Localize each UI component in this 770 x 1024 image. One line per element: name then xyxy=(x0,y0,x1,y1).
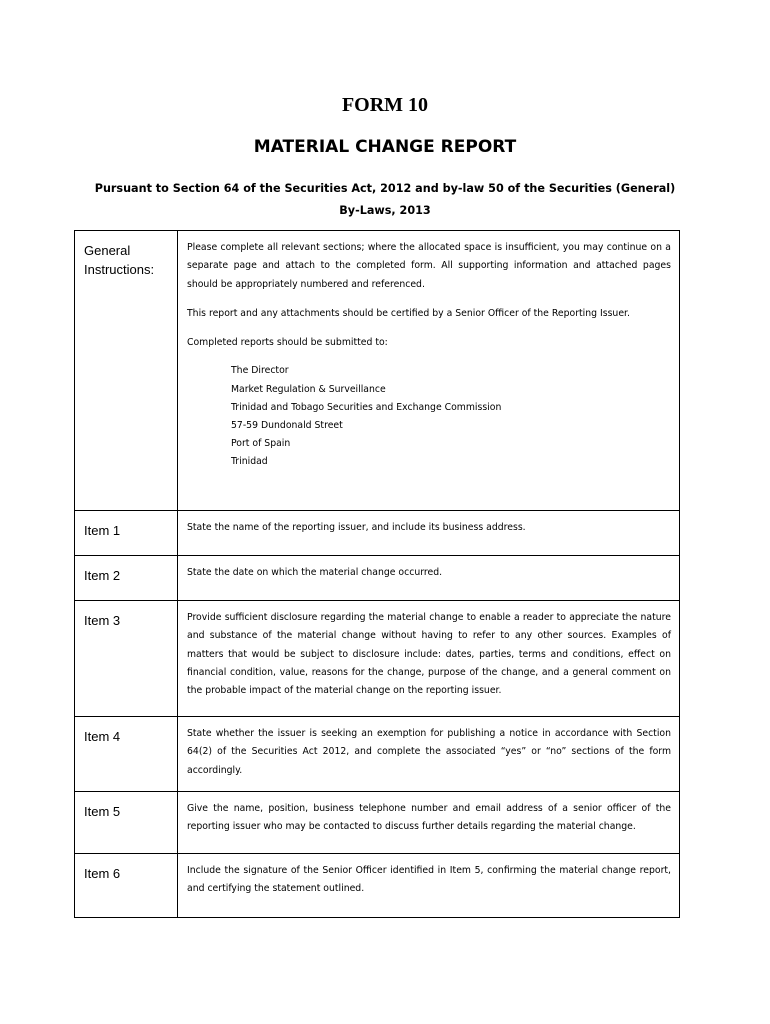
item-text: State the date on which the material change occurred. xyxy=(187,567,443,578)
item-label-cell xyxy=(75,717,178,792)
item-label: Item 2 xyxy=(84,568,121,583)
item-text-cell xyxy=(178,556,680,601)
general-paragraph-1: Please complete all relevant sections; where the allocated space is insufficient, you may continue on a separate page and attach to the completed form. All supporting information and attached pages should be appropriately numbered and referenced. xyxy=(187,242,671,290)
item-label-cell xyxy=(75,854,178,918)
item-label: Item 1 xyxy=(84,523,121,538)
report-title: MATERIAL CHANGE REPORT xyxy=(253,137,517,157)
general-paragraph-2: This report and any attachments should be certified by a Senior Officer of the Reporting Issuer. xyxy=(187,307,630,319)
item-label-cell xyxy=(75,511,178,556)
item-label: Item 4 xyxy=(84,729,121,744)
subtitle-line-2: By-Laws, 2013 xyxy=(339,204,431,217)
item-label-cell xyxy=(75,792,178,854)
address-line: 57-59 Dundonald Street xyxy=(231,419,343,431)
report-subtitle xyxy=(80,178,690,222)
item-row-3 xyxy=(75,601,680,717)
item-text: Give the name, position, business telephone number and email address of a senior officer of the reporting issuer who may be contacted to discuss further details regarding the material change. xyxy=(187,803,671,833)
item-row-6 xyxy=(75,854,680,918)
address-line: Market Regulation & Surveillance xyxy=(231,383,386,395)
address-line: Port of Spain xyxy=(231,437,291,449)
general-instructions-label xyxy=(75,231,177,279)
item-label-cell xyxy=(75,556,178,601)
item-text-cell xyxy=(178,854,680,918)
general-instructions-text-cell xyxy=(178,231,680,511)
item-row-4 xyxy=(75,717,680,792)
general-instructions-label-cell xyxy=(75,231,178,511)
general-label-line2: Instructions: xyxy=(84,262,155,277)
item-label-cell xyxy=(75,601,178,717)
general-label-line1: General xyxy=(84,243,131,258)
instructions-table xyxy=(74,230,680,918)
item-row-2 xyxy=(75,556,680,601)
item-label: Item 3 xyxy=(84,613,121,628)
address-line: The Director xyxy=(231,365,289,377)
item-row-5 xyxy=(75,792,680,854)
item-text-cell xyxy=(178,792,680,854)
item-label: Item 5 xyxy=(84,804,121,819)
form-number: FORM 10 xyxy=(341,94,429,116)
submission-address xyxy=(187,362,671,471)
item-text: Include the signature of the Senior Officer identified in Item 5, confirming the material change report, and certifying the statement outlined. xyxy=(187,865,671,895)
item-row-1 xyxy=(75,511,680,556)
item-text-cell xyxy=(178,717,680,792)
address-line: Trinidad xyxy=(231,455,268,467)
subtitle-line-1: Pursuant to Section 64 of the Securities Act, 2012 and by-law 50 of the Securities (General) xyxy=(94,182,676,195)
address-line: Trinidad and Tobago Securities and Exchange Commission xyxy=(231,401,502,413)
general-instructions-row xyxy=(75,231,680,511)
item-text: State the name of the reporting issuer, and include its business address. xyxy=(187,522,526,533)
item-label: Item 6 xyxy=(84,866,121,881)
general-paragraph-3: Completed reports should be submitted to: xyxy=(187,337,388,349)
item-text-cell xyxy=(178,511,680,556)
item-text-cell xyxy=(178,601,680,717)
item-text: Provide sufficient disclosure regarding the material change to enable a reader to appreciate the nature and substance of the material change without having to refer to any other sources. Examples of matters that would be subject to disclosure include: dates, parties, terms and conditions, effect on financial condition, value, reasons for the change, purpose of the change, and a general comment on the probable impact of the material change on the reporting issuer. xyxy=(187,612,671,697)
item-text: State whether the issuer is seeking an exemption for publishing a notice in accordance with Section 64(2) of the Securities Act 2012, and complete the associated “yes” or “no” sections of the form accordingly. xyxy=(187,728,671,776)
